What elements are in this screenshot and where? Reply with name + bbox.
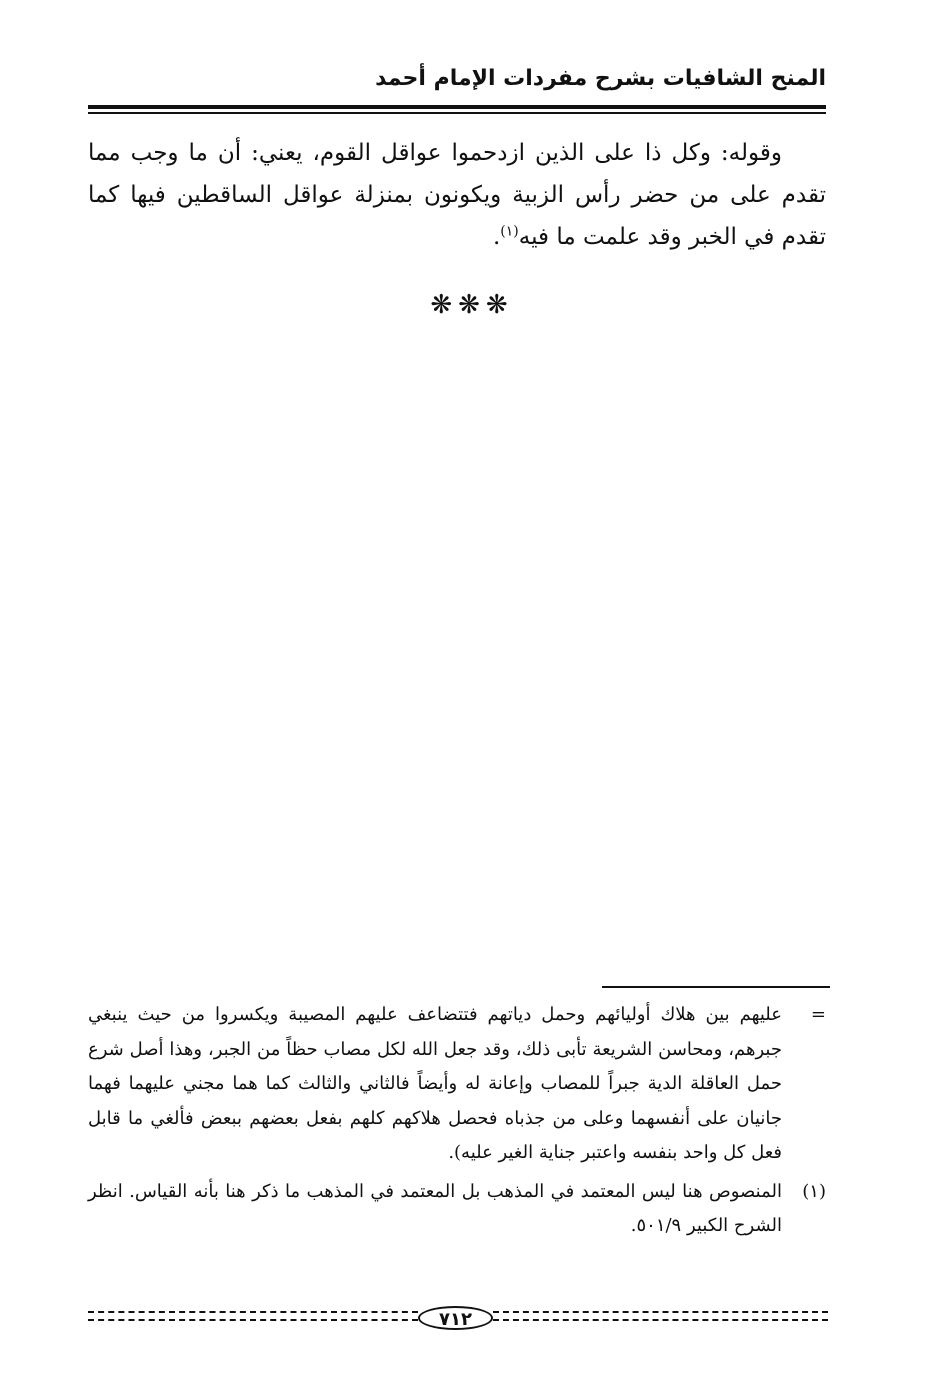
page-number: ٧١٢: [418, 1306, 493, 1330]
header-rule: [88, 105, 826, 109]
header-rule-thin: [88, 112, 826, 114]
footer-dash-rule-left: [88, 1311, 418, 1313]
footnote-1: [88, 1175, 826, 1244]
footer-dash-rule-left-lower: [88, 1319, 418, 1321]
footer-dash-rule-right: [493, 1311, 828, 1313]
footer-dash-rule-right-lower: [493, 1319, 828, 1321]
footer-rule: [88, 1306, 828, 1332]
running-header-title: المنح الشافيات بشرح مفردات الإمام أحمد: [375, 66, 826, 91]
footnote-continuation-marker: =: [810, 1004, 826, 1025]
paragraph-text: وقوله: وكل ذا على الذين ازدحموا عواقل القوم، يعني: أن ما وجب مما تقدم على من حضر رأس الزبية ويكونون بمنزلة عواقل الساقطين فيها كما تقدم في الخبر وقد علمت ما فيه: [88, 140, 826, 250]
footnote-text: عليهم بين هلاك أوليائهم وحمل دياتهم فتتضاعف عليهم المصيبة ويكسروا من حيث ينبغي جبرهم، ومحاسن الشريعة تأبى ذلك، وقد جعل الله لكل مصاب حظاً من الجبر، وهذا أصل شرع حمل العاقلة الدية جبراً للمصاب وإعانة له وأيضاً فالثاني والثالث كما هما مجني عليهما فهما جانيان على أنفسهما وعلى من جذباه فحصل هلاكهم كلهم بفعل بعضهم ببعض فألغي ما قابل فعل كل واحد بنفسه واعتبر جناية الغير عليه).: [88, 1004, 782, 1163]
footnote-continued: [88, 998, 826, 1171]
footnote-number: (١): [802, 1180, 826, 1202]
section-divider-ornament: ❋❋❋: [430, 290, 514, 320]
main-text-block: [88, 132, 826, 258]
main-paragraph: [88, 132, 826, 258]
footnote-separator: [602, 986, 830, 988]
footnote-reference: (١): [500, 223, 519, 240]
footnote-text: المنصوص هنا ليس المعتمد في المذهب بل المعتمد في المذهب ما ذكر هنا بأنه القياس. انظر الشرح الكبير ٥٠١/٩.: [88, 1180, 782, 1236]
paragraph-end: .: [492, 224, 501, 250]
footnotes-block: [88, 998, 826, 1244]
